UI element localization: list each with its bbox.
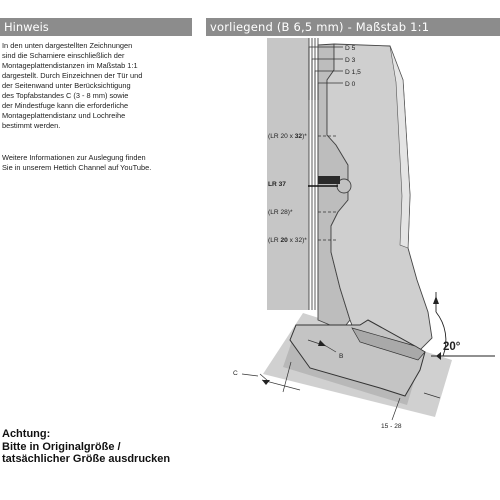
mounting-plate-lines — [309, 38, 318, 310]
intro-line: der Mindestfuge kann die erforderliche — [2, 101, 129, 110]
warning-title: Achtung: — [2, 428, 51, 440]
door-thickness-label: 15 - 28 — [381, 423, 402, 430]
intro-line: Montageplattendistanzen im Maßstab 1:1 — [2, 61, 138, 70]
label-lr37: LR 37 — [268, 181, 286, 188]
header-hinweis-label: Hinweis — [4, 20, 49, 34]
label-d1-5: D 1,5 — [345, 69, 361, 76]
label-lr28: (LR 28)* — [268, 209, 293, 216]
intro-line: des Topfabstandes C (3 - 8 mm) sowie — [2, 91, 129, 100]
label-lr20x32-upper: (LR 20 x 32)* — [268, 133, 307, 140]
intro-line: bestimmt werden. — [2, 121, 61, 130]
intro-line: Montageplattendistanz und Lochreihe — [2, 111, 126, 120]
header-scale-label: vorliegend (B 6,5 mm) - Maßstab 1:1 — [210, 20, 430, 34]
dimension-c-arrow — [262, 380, 270, 385]
side-wall — [267, 38, 309, 310]
dimension-c-label: C — [233, 370, 238, 377]
angle-arrow-top — [433, 296, 439, 304]
intro-line: sind die Scharniere einschließlich der — [2, 51, 125, 60]
intro-line: dargestellt. Durch Einzeichnen der Tür und — [2, 71, 143, 80]
mounting-plate-screw — [318, 176, 340, 184]
label-lr20x32-lower: (LR 20 x 32)* — [268, 237, 307, 244]
dimension-b-label: B — [339, 353, 344, 360]
warning-line: tatsächlicher Größe ausdrucken — [2, 453, 171, 465]
intro-line: der Seitenwand unter Berücksichtigung — [2, 81, 131, 90]
warning-line: Bitte in Originalgröße / — [2, 440, 121, 453]
angle-indicator — [431, 292, 495, 356]
intro-line: In den unten dargestellten Zeichnungen — [2, 41, 133, 50]
info-line: Sie in unserem Hettich Channel auf YouTube. — [2, 163, 152, 172]
label-d0: D 0 — [345, 81, 356, 88]
label-d5: D 5 — [345, 45, 356, 52]
info-line: Weitere Informationen zur Auslegung finden — [2, 153, 146, 162]
label-d3: D 3 — [345, 57, 356, 64]
angle-label: 20° — [443, 341, 461, 353]
